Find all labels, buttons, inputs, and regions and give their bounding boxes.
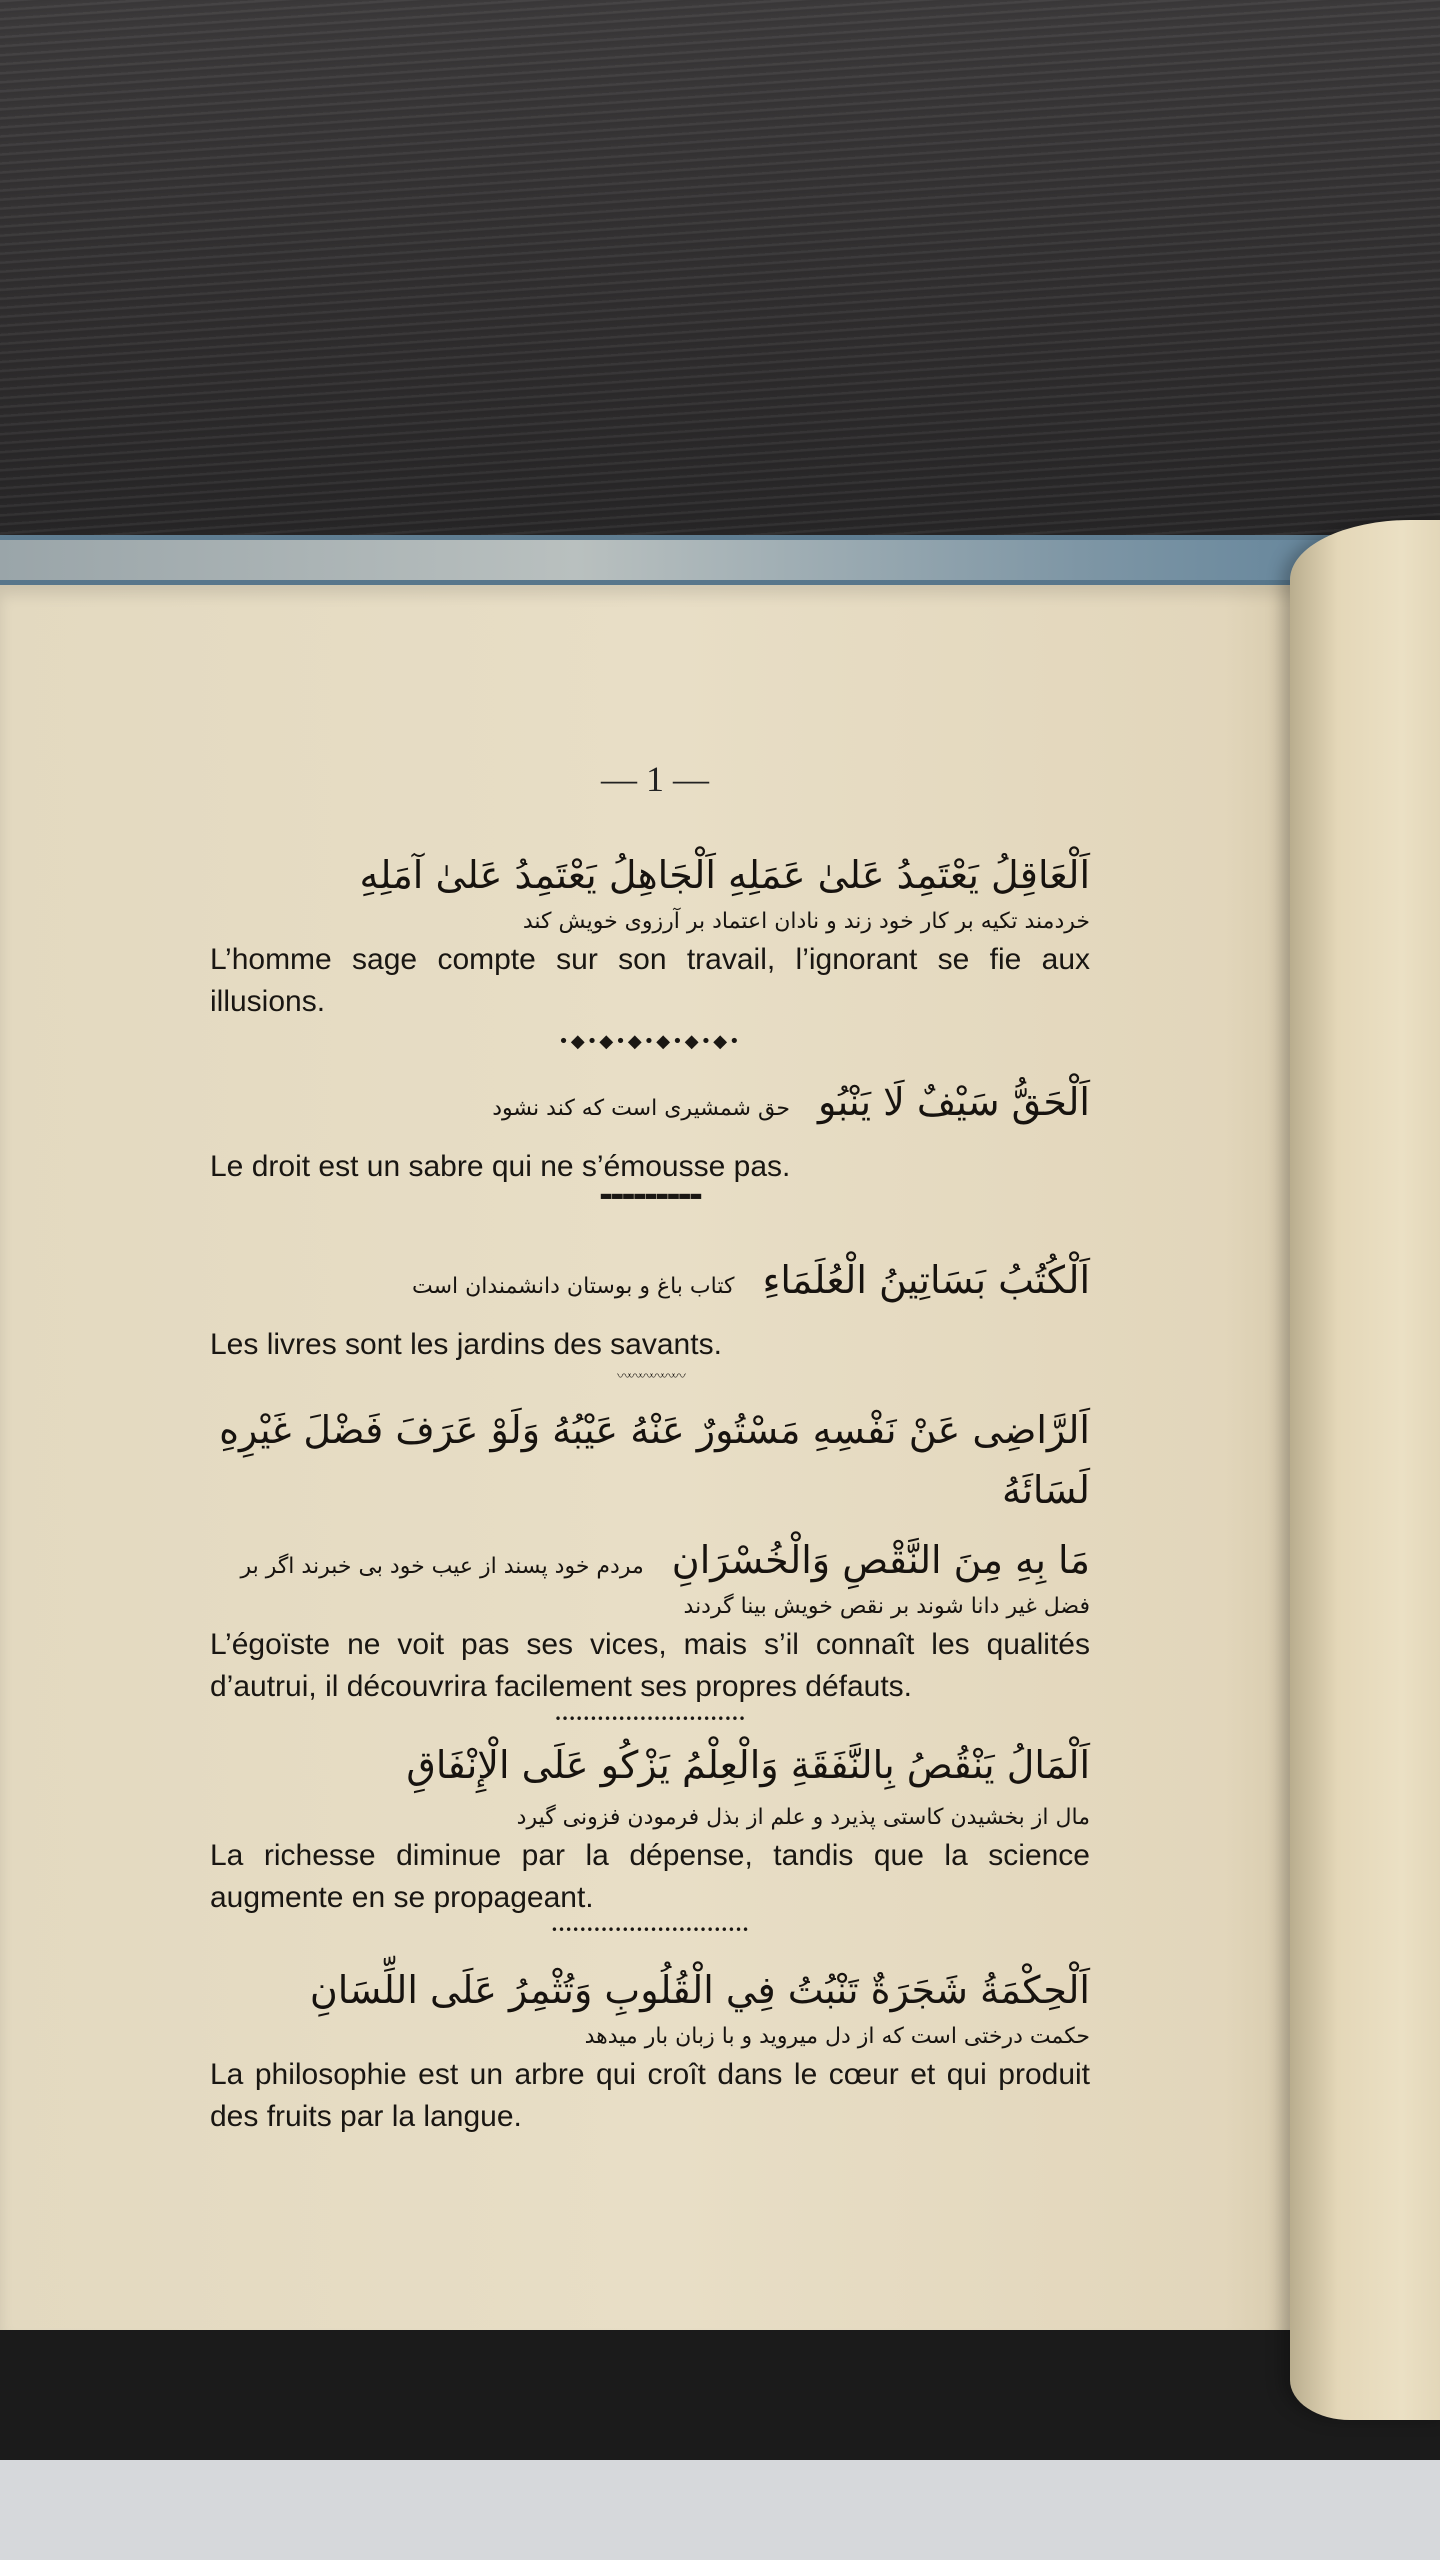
arabic-line	[210, 1072, 1090, 1132]
proverb-2	[210, 1072, 1090, 1204]
arabic-text: اَلْعَاقِلُ يَعْتَمِدُ عَلىٰ عَمَلِهِ اَلْجَاهِلُ يَعْتَمِدُ عَلىٰ آمَلِهِ	[359, 853, 1090, 897]
book-cover-edge	[0, 540, 1440, 580]
persian-text-line-2: فضل غیر دانا شوند بر نقص خویش بینا گردند	[683, 1594, 1090, 1619]
persian-text: حق شمشیری است که کند نشود	[492, 1096, 790, 1121]
persian-text: کتاب باغ و بوستان دانشمندان است	[411, 1274, 735, 1299]
ornament-divider: ▬▬▬▬▬▬▬▬▬	[599, 1188, 701, 1204]
table-surface	[0, 2460, 1440, 2560]
proverb-5	[210, 1735, 1090, 1937]
arabic-text-line-1: اَلرَّاضِى عَنْ نَفْسِهِ مَسْتُورٌ عَنْهُ عَيْبُهُ وَلَوْ عَرَفَ فَضْلَ غَيْرِهِ لَسَائَهُ	[219, 1408, 1090, 1512]
proverb-1	[210, 845, 1090, 1052]
arabic-line-2	[210, 1530, 1090, 1590]
arabic-text-line-2: مَا بِهِ مِنَ النَّقْصِ وَالْخُسْرَانِ	[671, 1538, 1090, 1582]
ornament-divider: •••••••••••••••••••••••••••	[554, 1712, 746, 1726]
french-text: Le droit est un sabre qui ne s’émousse pas.	[210, 1150, 791, 1183]
proverb-4	[210, 1400, 1090, 1726]
arabic-text: اَلْكُتُبُ بَسَاتِينُ الْعُلَمَاءِ	[762, 1258, 1090, 1302]
arabic-text: اَلْمَالُ يَنْقُصُ بِالنَّفَقَةِ وَالْعِلْمُ يَزْكُو عَلَى الْإِنْفَاقِ	[406, 1743, 1090, 1787]
proverb-6	[210, 1960, 1090, 2138]
book-bottom-edge	[0, 2320, 1440, 2460]
page-number: — 1 —	[601, 759, 709, 799]
persian-text: حکمت درختی است که از دل میروید و با زبان بار میدهد	[584, 2024, 1090, 2049]
french-text: Les livres sont les jardins des savants.	[210, 1328, 722, 1361]
french-text: L’égoïste ne voit pas ses vices, mais s’il connaît les qualités d’autrui, il découvrira facilement ses propres défauts.	[210, 1628, 1090, 1703]
next-page-curl	[1290, 520, 1440, 2420]
ornament-divider: ••••••••••••••••••••••••••••	[550, 1923, 750, 1937]
ornament-divider: •◆•◆•◆•◆•◆•◆•	[558, 1031, 742, 1052]
french-text: La richesse diminue par la dépense, tandis que la science augmente en se propageant.	[210, 1839, 1090, 1914]
wooden-table	[0, 0, 1440, 560]
arabic-line	[210, 1250, 1090, 1310]
persian-text-line-1: مردم خود پسند از عیب خود بی خبرند اگر بر	[240, 1554, 644, 1579]
persian-text: خردمند تکیه بر کار خود زند و نادان اعتماد بر آرزوی خویش کند	[522, 909, 1090, 934]
persian-text: مال از بخشیدن کاستی پذیرد و علم از بذل فرمودن فزونی گیرد	[516, 1805, 1090, 1830]
arabic-text: اَلْحَقُّ سَيْفٌ لَا يَنْبُو	[817, 1080, 1090, 1124]
french-text: La philosophie est un arbre qui croît dans le cœur et qui produit des fruits par la langue.	[210, 2058, 1090, 2133]
proverb-3	[210, 1250, 1090, 1386]
arabic-text: اَلْحِكْمَةُ شَجَرَةٌ تَنْبُتُ فِي الْقُلُوبِ وَتُثْمِرُ عَلَى اللِّسَانِ	[309, 1968, 1090, 2012]
french-text: L’homme sage compte sur son travail, l’ignorant se fie aux illusions.	[210, 943, 1090, 1018]
ornament-divider: 〰〰〰〰〰〰	[617, 1369, 683, 1385]
